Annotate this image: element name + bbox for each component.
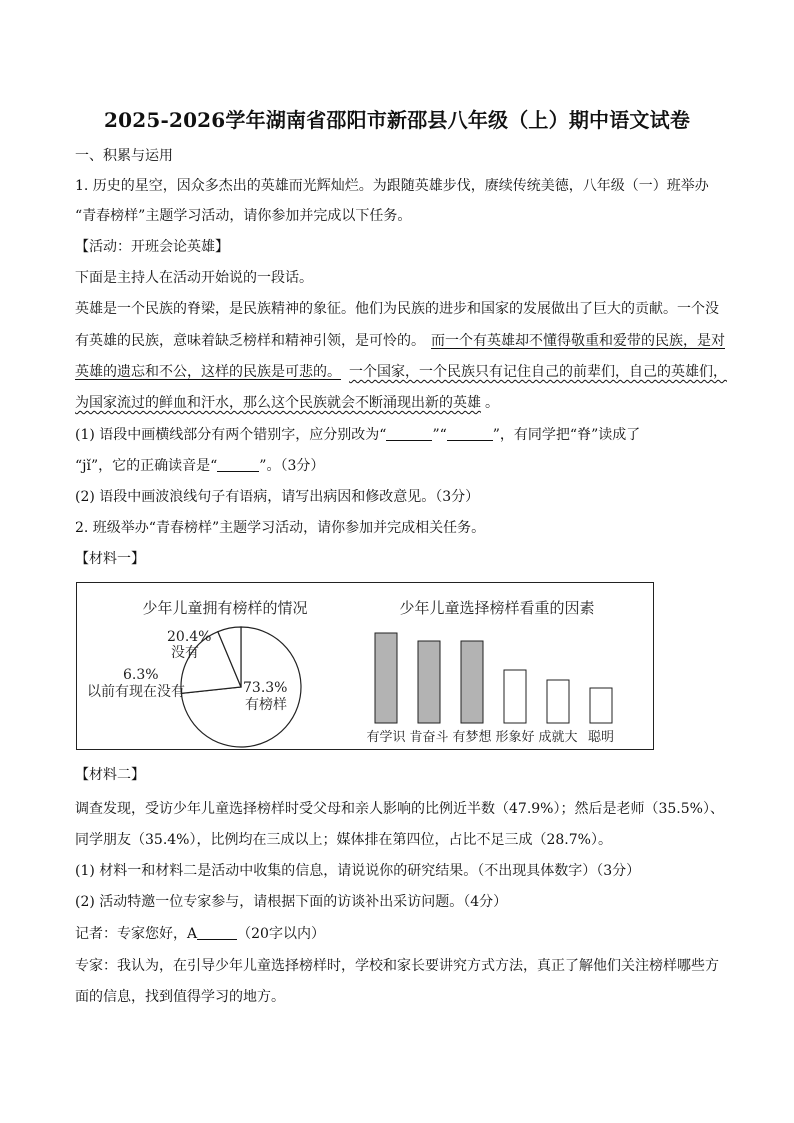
q2-sub1: (1) 材料一和材料二是活动中收集的信息，请说说你的研究结果。（不出现具体数字）（3分） (75, 863, 641, 879)
bar-chart (375, 633, 612, 723)
bar-category-label-3: 形象好 (495, 730, 535, 745)
material1-charts (77, 583, 655, 751)
question-text: ”，有同学把“脊”读成了 (492, 427, 641, 443)
q1-intro-line2: “青春榜样”主题学习活动，请你参加并完成以下任务。 (75, 208, 412, 224)
wavy-underlined-sentence: 一个国家，一个民族只有记住自己的前辈们，自己的英雄们， (349, 364, 727, 380)
q1-paragraph-line3 (75, 362, 727, 382)
q1-lead: 下面是主持人在活动开始说的一段话。 (75, 270, 313, 286)
pie-percent-label-2: 6.3% (123, 667, 159, 683)
reporter-line (75, 924, 325, 944)
q2-sub2: (2) 活动特邀一位专家参与，请根据下面的访谈补出采访问题。（4分） (75, 894, 508, 910)
bar-chart-title: 少年儿童选择榜样看重的因素 (399, 599, 595, 617)
paragraph-text: 。 (485, 395, 499, 411)
material2-line2: 同学朋友（35.4%），比例均在三成以上；媒体排在第四位，占比不足三成（28.7%）。 (75, 832, 612, 848)
bar-5 (590, 688, 612, 723)
pie-percent-label-0: 73.3% (243, 680, 288, 696)
wavy-underlined-sentence: 为国家流过的鲜血和汗水，那么这个民族就会不断涌现出新的英雄 (75, 395, 481, 411)
underlined-sentence: 而一个有英雄却不懂得敬重和爱带的民族，是对 (431, 333, 725, 349)
reporter-text: 记者：专家您好，A (75, 926, 198, 942)
paragraph-text: 有英雄的民族，意味着缺乏榜样和精神引领，是可怜的。 (75, 333, 425, 349)
pie-chart-title: 少年儿童拥有榜样的情况 (142, 599, 308, 617)
material2-heading: 【材料二】 (75, 767, 145, 783)
q1-sub1-line2 (75, 456, 324, 476)
material1-chart-panel (76, 582, 654, 750)
q1-paragraph-line2 (75, 331, 725, 351)
question-text: ”。（3分） (259, 458, 325, 474)
page-title: 2025-2026学年湖南省邵阳市新邵县八年级（上）期中语文试卷 (103, 108, 691, 132)
pie-slice-label-1: 没有 (171, 645, 199, 661)
answer-blank[interactable] (217, 457, 259, 472)
question-text: ”“ (432, 427, 447, 443)
bar-category-label-1: 肯奋斗 (409, 730, 449, 745)
expert-line1: 专家：我认为，在引导少年儿童选择榜样时，学校和家长要讲究方式方法，真正了解他们关注榜样哪些方 (75, 958, 719, 974)
bar-category-labels (366, 729, 614, 745)
answer-blank[interactable] (386, 426, 432, 441)
q1-activity-heading: 【活动：开班会论英雄】 (75, 239, 229, 255)
bar-category-label-2: 有梦想 (452, 730, 492, 745)
bar-2 (461, 641, 483, 723)
bar-3 (504, 670, 526, 723)
q1-paragraph-line4 (75, 393, 499, 413)
q2-intro: 2. 班级举办“青春榜样”主题学习活动，请你参加并完成相关任务。 (75, 520, 486, 536)
q1-paragraph-line1: 英雄是一个民族的脊梁，是民族精神的象征。他们为民族的进步和国家的发展做出了巨大的贡献。一个没 (75, 301, 719, 317)
question-text: (1) 语段中画横线部分有两个错别字，应分别改为“ (75, 427, 387, 443)
bar-category-label-4: 成就大 (538, 730, 578, 745)
expert-line2: 面的信息，找到值得学习的地方。 (75, 989, 285, 1005)
q1-sub2: (2) 语段中画波浪线句子有语病，请写出病因和修改意见。（3分） (75, 489, 480, 505)
bar-0 (375, 633, 397, 723)
bar-4 (547, 680, 569, 723)
q1-sub1-line1 (75, 425, 640, 445)
material1-heading: 【材料一】 (75, 551, 145, 567)
question-text: “jǐ”，它的正确读音是“ (75, 458, 218, 474)
bar-category-label-0: 有学识 (366, 730, 406, 745)
bar-1 (418, 641, 440, 723)
section-heading: 一、积累与运用 (75, 148, 173, 164)
material2-line1: 调查发现，受访少年儿童选择榜样时受父母和亲人影响的比例近半数（47.9%）；然后是老师（35.5%）、 (75, 801, 724, 817)
q1-intro-line1: 1. 历史的星空，因众多杰出的英雄而光辉灿烂。为跟随英雄步伐，赓续传统美德，八年级（一）班举办 (75, 178, 709, 194)
pie-percent-label-1: 20.4% (167, 629, 212, 645)
pie-slice-label-0: 有榜样 (245, 697, 287, 713)
underlined-sentence: 英雄的遗忘和不公，这样的民族是可悲的。 (75, 364, 341, 380)
reporter-text: （20字以内） (237, 926, 325, 942)
pie-slice-label-2: 以前有现在没有 (87, 684, 185, 700)
answer-blank[interactable] (197, 925, 237, 940)
bar-category-label-5: 聪明 (587, 730, 615, 745)
answer-blank[interactable] (447, 426, 493, 441)
